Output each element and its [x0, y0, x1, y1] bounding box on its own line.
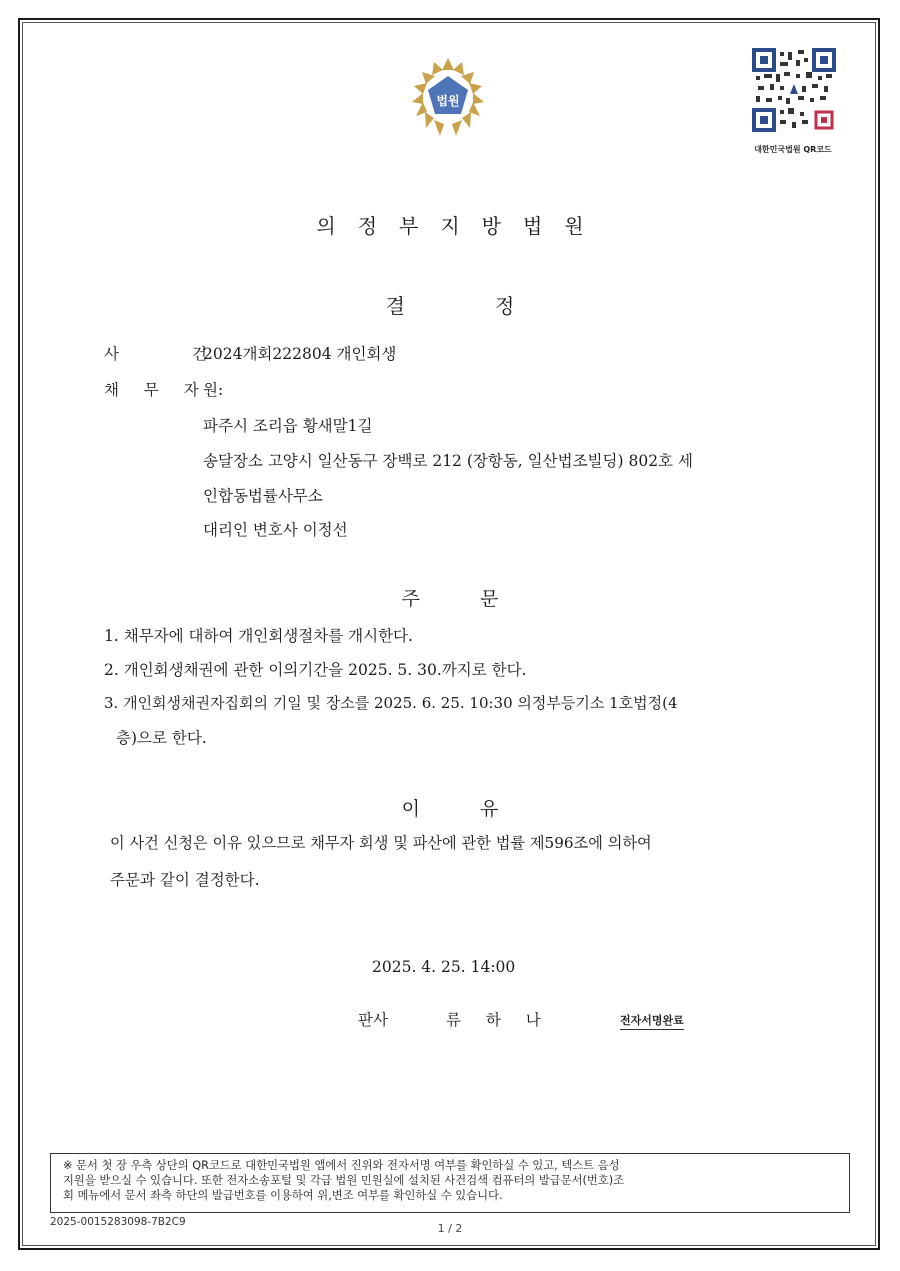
- reason-line-2: 주문과 같이 결정한다.: [110, 871, 260, 889]
- notice-line-3: 회 메뉴에서 문서 좌측 하단의 발급번호를 이용하여 위,변조 여부를 확인하실 수 있습니다.: [63, 1189, 503, 1202]
- notice-line-1: ※ 문서 첫 장 우측 상단의 QR코드로 대한민국법원 앱에서 진위와 전자서명 여부를 확인하실 수 있고, 텍스트 음성: [63, 1159, 620, 1172]
- delivery-address-line1: 송달장소 고양시 일산동구 장백로 212 (장항동, 일산법조빌딩) 802호 세: [203, 452, 693, 470]
- order-item-2: 2. 개인회생채권에 관한 이의기간을 2025. 5. 30.까지로 한다.: [104, 661, 527, 679]
- issue-number: 2025-0015283098-7B2C9: [50, 1216, 186, 1228]
- reason-line-1: 이 사건 신청은 이유 있으므로 채무자 회생 및 파산에 관한 법률 제596조에 의하여: [110, 834, 652, 852]
- verification-notice: [50, 1153, 850, 1213]
- debtor-name: 원:: [203, 381, 224, 399]
- qr-code-icon[interactable]: [752, 48, 836, 132]
- case-label: 사 건: [104, 345, 241, 363]
- emblem-text: 법원: [436, 94, 460, 108]
- notice-line-2: 지원을 받으실 수 있습니다. 또한 전자소송포털 및 각급 법원 민원실에 설치된 사건검색 컴퓨터의 발급문서(번호)조: [63, 1174, 625, 1187]
- judge-name: 류 하 나: [446, 1011, 551, 1029]
- document-type-title: 결정: [385, 294, 605, 318]
- delivery-address-line2: 인합동법률사무소: [203, 487, 323, 505]
- order-item-3-line1: 3. 개인회생채권자집회의 기일 및 장소를 2025. 6. 25. 10:30 의정부등기소 1호법정(4: [104, 694, 678, 712]
- order-item-3-line2: 층)으로 한다.: [116, 729, 207, 747]
- case-number: 2024개회222804 개인회생: [203, 345, 397, 363]
- qr-caption: 대한민국법원 QR코드: [754, 145, 832, 154]
- electronic-signature-mark: 전자서명완료: [620, 1012, 684, 1030]
- page-number: 1 / 2: [437, 1222, 463, 1235]
- judge-label: 판사: [358, 1011, 388, 1029]
- order-title: 주문: [401, 588, 559, 610]
- reason-title: 이유: [401, 798, 559, 820]
- debtor-address: 파주시 조리읍 황새말1길: [203, 417, 373, 435]
- order-item-1: 1. 채무자에 대하여 개인회생절차를 개시한다.: [104, 627, 413, 645]
- debtor-label: 채 무 자: [104, 381, 209, 399]
- court-name: 의정부지방법원: [316, 214, 606, 238]
- debtor-agent: 대리인 변호사 이정선: [203, 521, 348, 539]
- decision-date: 2025. 4. 25. 14:00: [372, 958, 516, 976]
